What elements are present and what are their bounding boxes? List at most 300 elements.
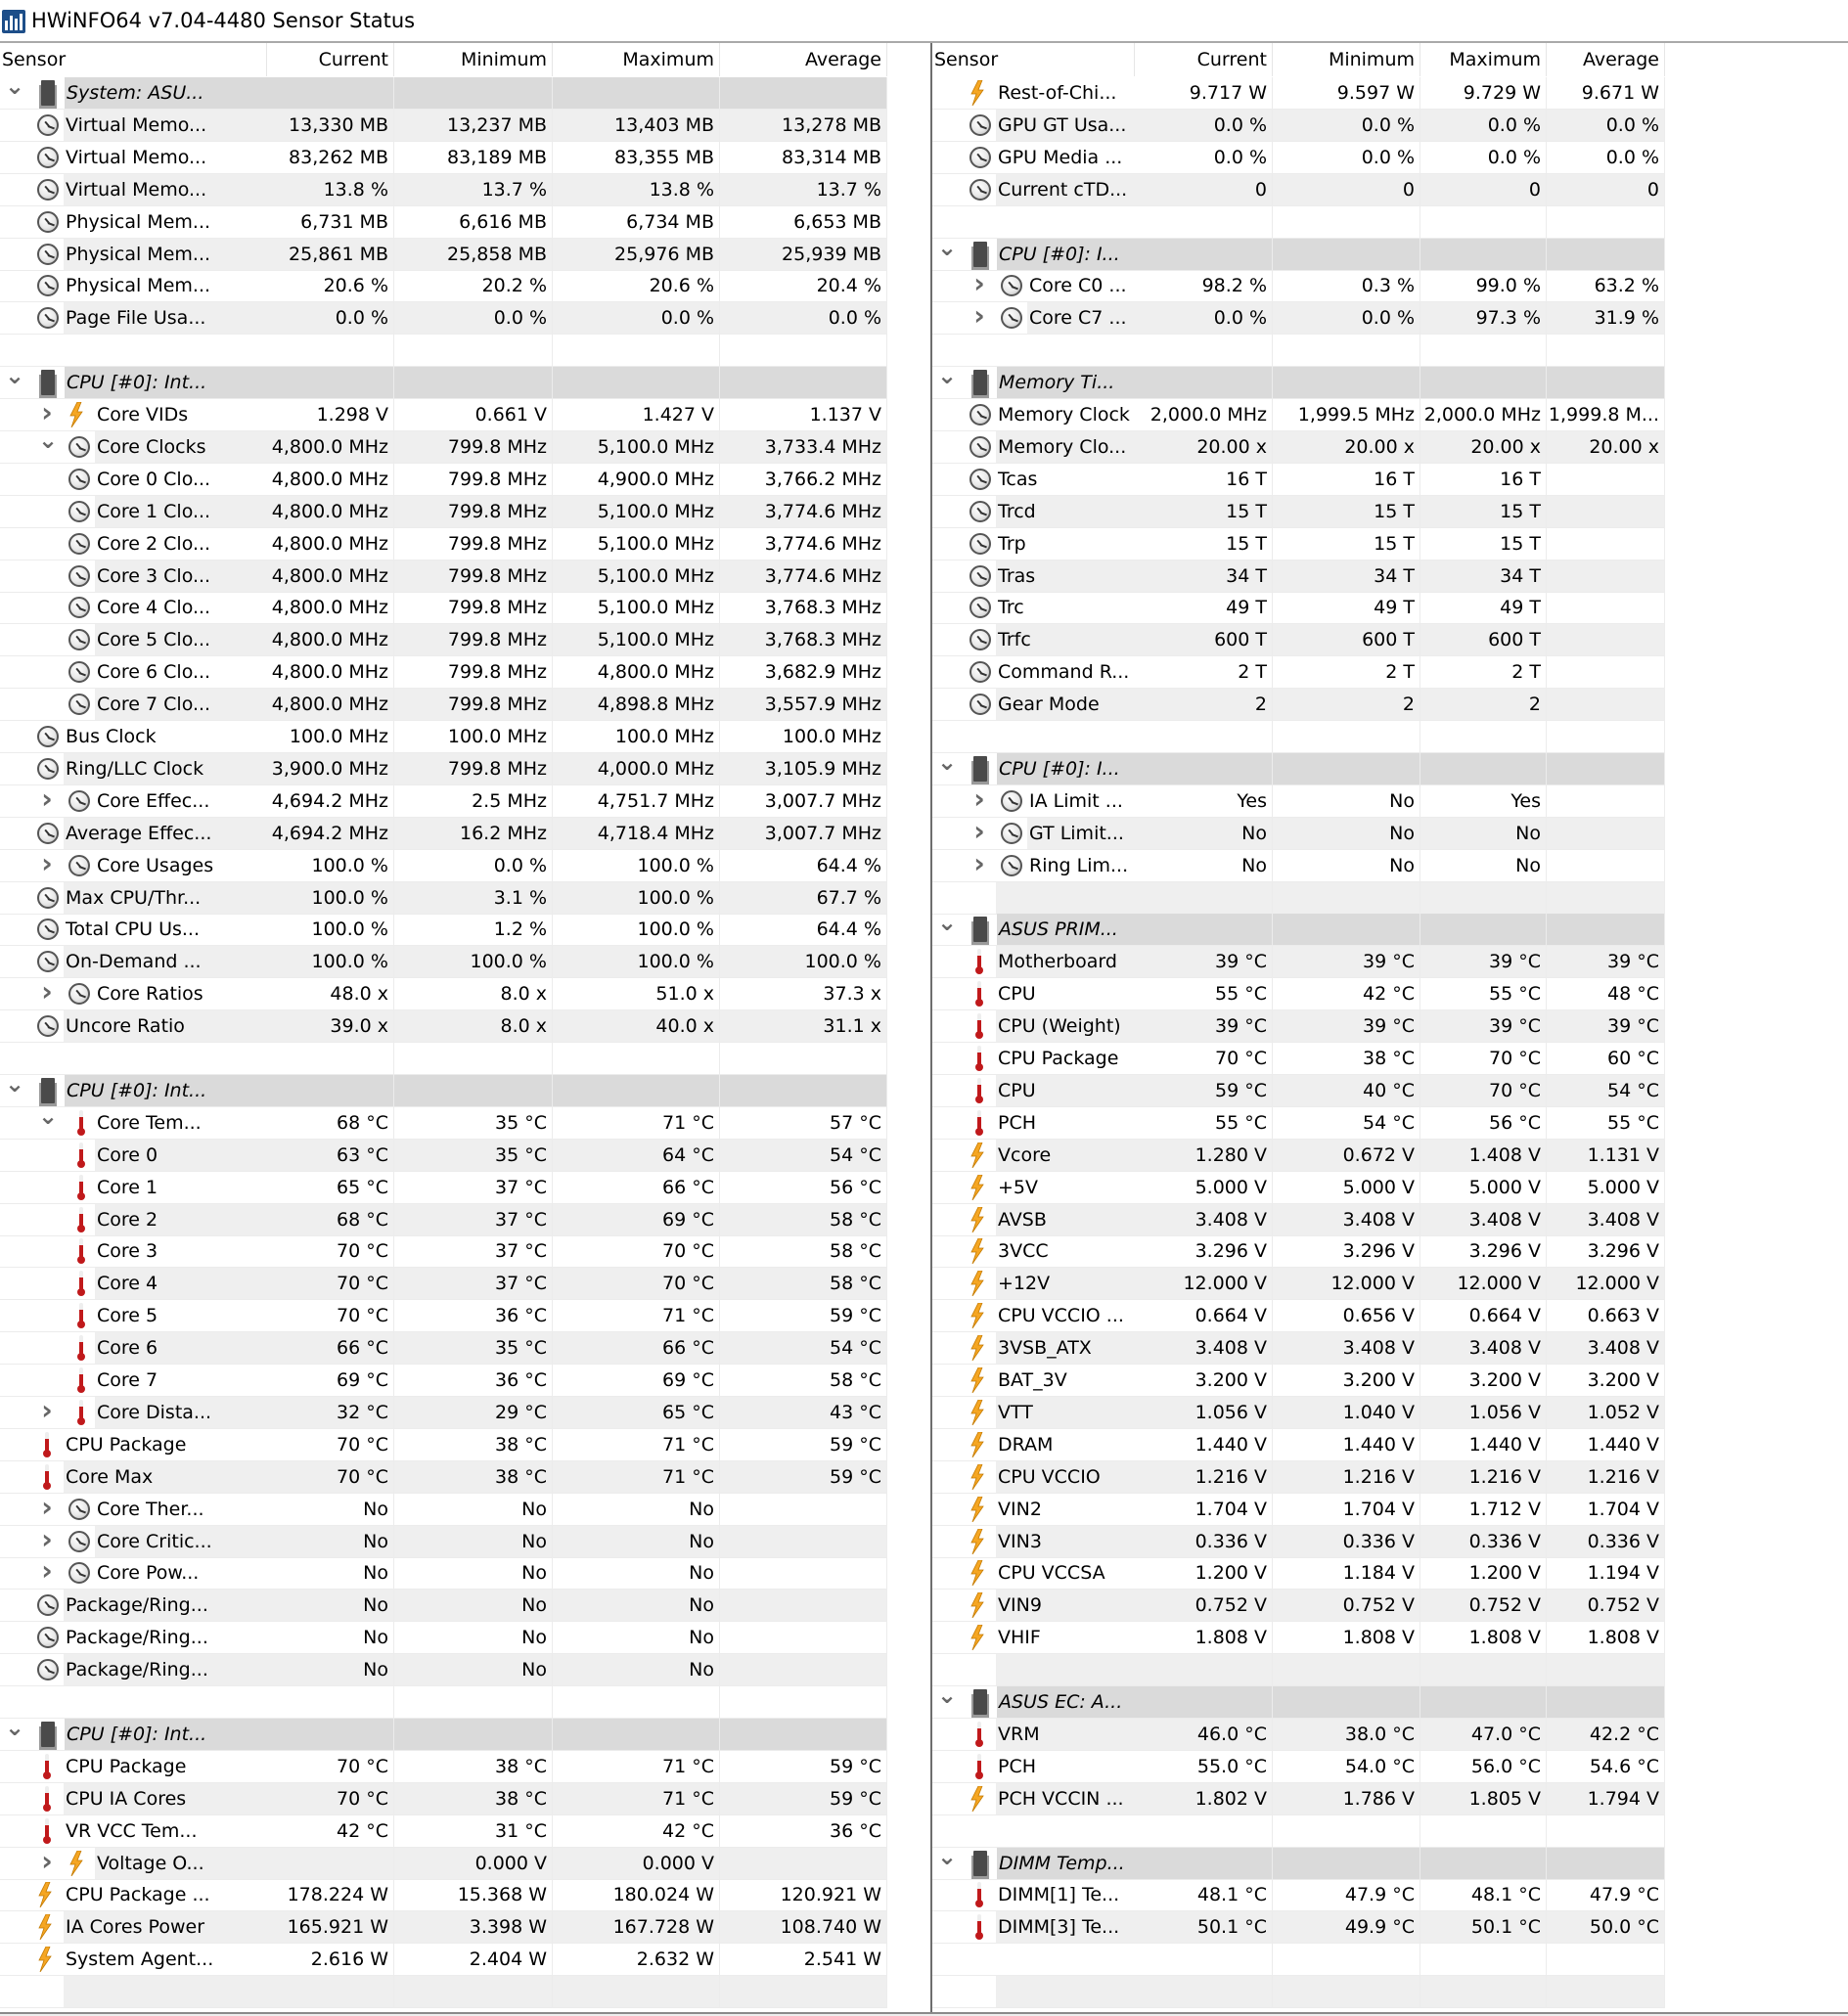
chevron-down-icon[interactable]: ⌄: [5, 1713, 25, 1741]
column-header-maximum[interactable]: Maximum: [553, 43, 720, 76]
chevron-right-icon[interactable]: ›: [973, 299, 985, 333]
sensor-label: Core Dista...: [97, 1401, 212, 1423]
value-maximum: 12.000 V: [1420, 1268, 1547, 1299]
sensor-label: Core 2: [97, 1208, 158, 1231]
sensor-row[interactable]: [932, 1300, 1665, 1332]
column-header-minimum[interactable]: Minimum: [394, 43, 553, 76]
value-minimum: 1.216 V: [1273, 1461, 1420, 1493]
value-maximum: 2 T: [1420, 656, 1547, 688]
value-maximum: 25,976 MB: [553, 239, 720, 270]
value-maximum: 100.0 %: [553, 946, 720, 977]
sensor-row[interactable]: [0, 496, 887, 528]
bolt-icon: [969, 1367, 985, 1393]
clock-icon: [1001, 855, 1022, 876]
sensor-row[interactable]: [0, 753, 887, 785]
sensor-label: Core 5: [97, 1305, 158, 1327]
value-maximum: 0: [1420, 174, 1547, 205]
chevron-right-icon[interactable]: ›: [973, 267, 985, 300]
value-average: [1547, 528, 1665, 560]
sensor-row[interactable]: [932, 1557, 1665, 1590]
sensor-row[interactable]: [932, 1783, 1665, 1815]
sensor-row[interactable]: [932, 1751, 1665, 1783]
sensor-row[interactable]: [932, 1172, 1665, 1204]
sensor-row[interactable]: [932, 978, 1665, 1010]
empty-cell: [1547, 239, 1665, 270]
empty-cell: [1273, 1976, 1420, 2007]
value-current: No: [267, 1590, 394, 1621]
sensor-row[interactable]: [932, 431, 1665, 464]
value-average: 58 °C: [720, 1365, 887, 1396]
sensor-row[interactable]: [0, 1844, 887, 1880]
column-header-average[interactable]: Average: [1547, 43, 1665, 76]
value-average: 12.000 V: [1547, 1268, 1665, 1299]
sensor-label: VRM: [998, 1723, 1040, 1745]
sensor-row[interactable]: [0, 1879, 887, 1911]
sensor-row[interactable]: [0, 206, 887, 239]
bolt-icon: [969, 1625, 985, 1650]
sensor-label: Tras: [998, 564, 1036, 587]
sensor-group-row[interactable]: [0, 1069, 887, 1107]
sensor-row[interactable]: [0, 1622, 887, 1654]
value-maximum: 69 °C: [553, 1204, 720, 1235]
value-minimum: 0.000 V: [394, 1848, 553, 1879]
sensor-row[interactable]: [0, 818, 887, 850]
sensor-row[interactable]: [0, 782, 887, 818]
column-header-sensor[interactable]: Sensor: [0, 43, 267, 76]
sensor-row[interactable]: [0, 1522, 887, 1558]
value-minimum: 0.3 %: [1273, 270, 1420, 301]
clock-icon: [68, 661, 90, 683]
sensor-row[interactable]: [932, 689, 1665, 721]
sensor-row[interactable]: [932, 496, 1665, 528]
value-minimum: 37 °C: [394, 1235, 553, 1267]
sensor-label: On-Demand ...: [66, 951, 202, 973]
sensor-label: Core VIDs: [97, 404, 189, 426]
value-current: 68 °C: [267, 1107, 394, 1139]
value-current: 178.224 W: [267, 1879, 394, 1910]
sensor-row[interactable]: [0, 1911, 887, 1944]
value-minimum: No: [1273, 785, 1420, 817]
value-maximum: 39 °C: [1420, 946, 1547, 977]
sensor-row[interactable]: [0, 142, 887, 174]
sensor-label: Package/Ring...: [66, 1659, 208, 1681]
sensor-group-row[interactable]: [932, 1842, 1665, 1880]
value-maximum: 70 °C: [553, 1235, 720, 1267]
sensor-row[interactable]: [0, 1783, 887, 1815]
sensor-group-row[interactable]: [0, 1713, 887, 1751]
value-current: 4,694.2 MHz: [267, 818, 394, 849]
sensor-row[interactable]: [0, 174, 887, 206]
sensor-group-row[interactable]: [932, 362, 1665, 399]
sensor-row[interactable]: [932, 1010, 1665, 1043]
value-average: 100.0 MHz: [720, 721, 887, 752]
thermometer-icon: [77, 1367, 85, 1391]
value-average: 31.9 %: [1547, 302, 1665, 334]
sensor-row[interactable]: [0, 239, 887, 271]
empty-cell: [1273, 721, 1420, 752]
chevron-right-icon[interactable]: ›: [41, 782, 53, 815]
bolt-icon: [969, 1497, 985, 1522]
value-current: 0.336 V: [1135, 1526, 1273, 1557]
sensor-row[interactable]: [932, 174, 1665, 206]
value-minimum: 38.0 °C: [1273, 1719, 1420, 1750]
value-minimum: 3.408 V: [1273, 1204, 1420, 1235]
sensor-row[interactable]: [932, 1268, 1665, 1300]
value-current: 70 °C: [267, 1300, 394, 1331]
sensor-label: DIMM[1] Te...: [998, 1884, 1120, 1906]
value-average: 9.671 W: [1547, 77, 1665, 109]
column-header-sensor[interactable]: Sensor: [932, 43, 1135, 76]
value-maximum: 48.1 °C: [1420, 1879, 1547, 1910]
value-average: 3,007.7 MHz: [720, 818, 887, 849]
value-minimum: 100.0 MHz: [394, 721, 553, 752]
sensor-row[interactable]: [932, 1461, 1665, 1494]
value-average: 3.296 V: [1547, 1235, 1665, 1267]
value-current: 70 °C: [267, 1461, 394, 1493]
sensor-row[interactable]: [932, 299, 1665, 335]
value-minimum: 39 °C: [1273, 946, 1420, 977]
value-maximum: 5,100.0 MHz: [553, 592, 720, 623]
value-average: [1547, 785, 1665, 817]
value-average: [720, 1557, 887, 1589]
chevron-right-icon[interactable]: ›: [41, 396, 53, 428]
sensor-row[interactable]: [0, 464, 887, 496]
value-minimum: 1.2 %: [394, 914, 553, 945]
sensor-row[interactable]: [0, 946, 887, 978]
sensor-panel-right[interactable]: [932, 43, 1848, 2012]
sensor-row[interactable]: [932, 560, 1665, 593]
sensor-row[interactable]: [0, 528, 887, 560]
sensor-row[interactable]: [0, 1332, 887, 1365]
sensor-group-row[interactable]: [932, 233, 1665, 271]
sensor-row[interactable]: [932, 1719, 1665, 1751]
sensor-row[interactable]: [932, 110, 1665, 142]
chevron-right-icon[interactable]: ›: [973, 846, 985, 879]
sensor-row[interactable]: [0, 1101, 887, 1140]
chevron-down-icon[interactable]: ⌄: [937, 1681, 958, 1709]
value-current: 0: [1135, 174, 1273, 205]
value-current: 70 °C: [267, 1429, 394, 1460]
chevron-right-icon[interactable]: ›: [973, 814, 985, 847]
chevron-down-icon[interactable]: ⌄: [38, 426, 59, 454]
sensor-row[interactable]: [0, 1944, 887, 1976]
sensor-row[interactable]: [932, 1526, 1665, 1558]
chevron-right-icon[interactable]: ›: [41, 1554, 53, 1588]
empty-cell: [1135, 1848, 1273, 1879]
value-current: 98.2 %: [1135, 270, 1273, 301]
sensor-row[interactable]: [932, 1429, 1665, 1461]
sensor-row[interactable]: [0, 270, 887, 302]
value-current: 32 °C: [267, 1397, 394, 1428]
value-maximum: 51.0 x: [553, 978, 720, 1009]
clock-icon: [68, 790, 90, 812]
sensor-row[interactable]: [932, 1365, 1665, 1397]
value-minimum: No: [394, 1590, 553, 1621]
value-minimum: 799.8 MHz: [394, 528, 553, 560]
empty-cell: [720, 1043, 887, 1074]
sensor-row[interactable]: [932, 1204, 1665, 1236]
chevron-down-icon[interactable]: ⌄: [937, 233, 958, 261]
value-maximum: 71 °C: [553, 1300, 720, 1331]
chevron-right-icon[interactable]: ›: [41, 846, 53, 879]
sensor-row[interactable]: [0, 1010, 887, 1043]
sensor-group-row[interactable]: [0, 72, 887, 110]
value-minimum: 15.368 W: [394, 1879, 553, 1910]
chevron-down-icon[interactable]: ⌄: [937, 909, 958, 937]
sensor-row[interactable]: [0, 914, 887, 946]
sensor-label: VR VCC Tem...: [66, 1819, 198, 1842]
sensor-group-row[interactable]: [932, 909, 1665, 946]
sensor-row[interactable]: [932, 592, 1665, 624]
sensor-row[interactable]: [932, 846, 1665, 882]
sensor-row[interactable]: [932, 528, 1665, 560]
value-maximum: 70 °C: [553, 1268, 720, 1299]
sensor-label: PCH VCCIN ...: [998, 1787, 1124, 1810]
empty-cell: [720, 1686, 887, 1718]
value-minimum: 35 °C: [394, 1107, 553, 1139]
empty-cell: [1135, 753, 1273, 784]
sensor-row[interactable]: [932, 267, 1665, 302]
thermometer-icon: [77, 1207, 85, 1231]
empty-cell: [1273, 1848, 1420, 1879]
value-average: 3,774.6 MHz: [720, 528, 887, 560]
sensor-row[interactable]: [932, 1397, 1665, 1429]
sensor-label: VIN3: [998, 1530, 1042, 1552]
sensor-row[interactable]: [932, 1590, 1665, 1622]
sensor-row[interactable]: [932, 1140, 1665, 1172]
chevron-right-icon[interactable]: ›: [973, 782, 985, 815]
sensor-row[interactable]: [0, 1751, 887, 1783]
empty-cell: [1135, 721, 1273, 752]
sensor-row[interactable]: [0, 689, 887, 721]
chevron-down-icon[interactable]: ⌄: [937, 1842, 958, 1870]
value-minimum: 0: [1273, 174, 1420, 205]
value-average: [1547, 560, 1665, 592]
sensor-label: Core 2 Clo...: [97, 532, 211, 555]
sensor-label: VTT: [998, 1401, 1033, 1423]
sensor-row[interactable]: [0, 1300, 887, 1332]
value-average: 0.336 V: [1547, 1526, 1665, 1557]
sensor-row[interactable]: [932, 399, 1665, 431]
empty-cell: [1135, 882, 1273, 914]
sensor-label: Core 1 Clo...: [97, 500, 211, 522]
value-current: 39 °C: [1135, 946, 1273, 977]
sensor-row[interactable]: [0, 1393, 887, 1429]
value-current: 0.0 %: [267, 302, 394, 334]
clock-icon: [969, 629, 991, 650]
clock-icon: [68, 1562, 90, 1584]
value-current: 15 T: [1135, 528, 1273, 560]
sensor-label: DIMM[3] Te...: [998, 1916, 1120, 1939]
value-current: 68 °C: [267, 1204, 394, 1235]
value-average: 59 °C: [720, 1429, 887, 1460]
value-minimum: 3.1 %: [394, 882, 553, 914]
value-minimum: 0.336 V: [1273, 1526, 1420, 1557]
value-current: 13.8 %: [267, 174, 394, 205]
sensor-row[interactable]: [932, 77, 1665, 110]
sensor-row[interactable]: [932, 1075, 1665, 1107]
value-minimum: 799.8 MHz: [394, 689, 553, 720]
sensor-group-row[interactable]: [932, 747, 1665, 785]
value-average: 54.6 °C: [1547, 1751, 1665, 1782]
sensor-group-row[interactable]: [0, 362, 887, 399]
chevron-right-icon[interactable]: ›: [41, 975, 53, 1008]
sensor-row[interactable]: [932, 946, 1665, 978]
sensor-row[interactable]: [0, 1204, 887, 1236]
sensor-row[interactable]: [932, 1879, 1665, 1911]
column-header-current[interactable]: Current: [267, 43, 394, 76]
value-maximum: 167.728 W: [553, 1911, 720, 1943]
chevron-right-icon[interactable]: ›: [41, 1490, 53, 1523]
chevron-right-icon[interactable]: ›: [41, 1844, 53, 1877]
sensor-row[interactable]: [0, 426, 887, 464]
empty-cell: [1135, 335, 1273, 366]
value-current: 63 °C: [267, 1140, 394, 1171]
column-header-minimum[interactable]: Minimum: [1273, 43, 1420, 76]
sensor-row[interactable]: [0, 1429, 887, 1461]
value-minimum: No: [394, 1526, 553, 1557]
value-average: 3,766.2 MHz: [720, 464, 887, 495]
value-maximum: 66 °C: [553, 1172, 720, 1203]
sensor-row[interactable]: [0, 846, 887, 882]
chip-icon: [973, 370, 987, 395]
clock-icon: [37, 1659, 59, 1680]
column-header-maximum[interactable]: Maximum: [1420, 43, 1547, 76]
empty-cell: [553, 367, 720, 398]
sensor-row[interactable]: [0, 1140, 887, 1172]
empty-cell: [1547, 753, 1665, 784]
sensor-row[interactable]: [932, 814, 1665, 850]
sensor-row[interactable]: [0, 1268, 887, 1300]
value-current: 4,694.2 MHz: [267, 785, 394, 817]
sensor-row[interactable]: [0, 1590, 887, 1622]
sensor-label: Core 6: [97, 1337, 158, 1360]
thermometer-icon: [975, 1110, 983, 1134]
empty-cell: [720, 335, 887, 366]
sensor-label: GPU Media ...: [998, 146, 1123, 168]
value-minimum: 799.8 MHz: [394, 496, 553, 527]
sensor-row[interactable]: [932, 1332, 1665, 1365]
sensor-label: GT Limit...: [1029, 822, 1124, 844]
group-label: ASUS EC: A...: [999, 1691, 1123, 1713]
bolt-icon: [969, 1529, 985, 1554]
sensor-row[interactable]: [932, 782, 1665, 818]
sensor-row[interactable]: [932, 1911, 1665, 1944]
thermometer-icon: [77, 1271, 85, 1294]
column-header-current[interactable]: Current: [1135, 43, 1273, 76]
empty-cell: [1135, 1944, 1273, 1975]
chevron-right-icon[interactable]: ›: [41, 1393, 53, 1426]
value-maximum: 56 °C: [1420, 1107, 1547, 1139]
value-average: 31.1 x: [720, 1010, 887, 1042]
value-minimum: 0.752 V: [1273, 1590, 1420, 1621]
value-minimum: 0.0 %: [1273, 110, 1420, 141]
value-average: [720, 1848, 887, 1879]
sensor-row[interactable]: [932, 656, 1665, 689]
sensor-row[interactable]: [932, 1043, 1665, 1075]
empty-cell: [1420, 1976, 1547, 2007]
sensor-label: AVSB: [998, 1208, 1047, 1231]
value-minimum: 5.000 V: [1273, 1172, 1420, 1203]
sensor-row[interactable]: [0, 1490, 887, 1526]
sensor-row[interactable]: [0, 624, 887, 656]
sensor-row[interactable]: [932, 1235, 1665, 1268]
sensor-row[interactable]: [932, 142, 1665, 174]
value-current: 3.408 V: [1135, 1332, 1273, 1364]
value-average: 1.794 V: [1547, 1783, 1665, 1814]
value-current: 55.0 °C: [1135, 1751, 1273, 1782]
value-average: 54 °C: [720, 1140, 887, 1171]
sensor-label: Command R...: [998, 661, 1130, 684]
column-header-average[interactable]: Average: [720, 43, 887, 76]
value-maximum: 4,751.7 MHz: [553, 785, 720, 817]
sensor-row[interactable]: [0, 396, 887, 431]
sensor-row[interactable]: [0, 1554, 887, 1590]
value-average: 39 °C: [1547, 1010, 1665, 1042]
value-maximum: 600 T: [1420, 624, 1547, 655]
sensor-label: 3VSB_ATX: [998, 1337, 1092, 1360]
sensor-row[interactable]: [0, 721, 887, 753]
chevron-right-icon[interactable]: ›: [41, 1522, 53, 1555]
sensor-row[interactable]: [932, 1494, 1665, 1526]
sensor-row[interactable]: [932, 1107, 1665, 1140]
chevron-down-icon[interactable]: ⌄: [937, 362, 958, 390]
value-average: 56 °C: [720, 1172, 887, 1203]
value-current: 9.717 W: [1135, 77, 1273, 109]
sensor-row[interactable]: [932, 1622, 1665, 1654]
empty-cell: [267, 1976, 394, 2007]
sensor-row[interactable]: [0, 1172, 887, 1204]
sensor-row[interactable]: [0, 592, 887, 624]
sensor-label: GPU GT Usa...: [998, 113, 1127, 136]
sensor-row[interactable]: [0, 1461, 887, 1494]
clock-icon: [68, 533, 90, 555]
value-minimum: 42 °C: [1273, 978, 1420, 1009]
sensor-row[interactable]: [0, 1365, 887, 1397]
sensor-row[interactable]: [0, 1654, 887, 1686]
value-current: 1.440 V: [1135, 1429, 1273, 1460]
chevron-down-icon[interactable]: ⌄: [937, 747, 958, 776]
chevron-down-icon[interactable]: ⌄: [5, 362, 25, 390]
thermometer-icon: [77, 1142, 85, 1166]
sensor-row[interactable]: [932, 464, 1665, 496]
value-average: 58 °C: [720, 1235, 887, 1267]
sensor-panel-left[interactable]: [0, 43, 930, 2012]
value-average: 54 °C: [1547, 1075, 1665, 1106]
sensor-row[interactable]: [0, 1235, 887, 1268]
sensor-row[interactable]: [0, 975, 887, 1010]
value-minimum: 38 °C: [394, 1751, 553, 1782]
spacer-row: [0, 1686, 887, 1719]
value-minimum: 83,189 MB: [394, 142, 553, 173]
sensor-label: CPU: [998, 983, 1036, 1006]
value-current: 4,800.0 MHz: [267, 689, 394, 720]
sensor-group-row[interactable]: [932, 1681, 1665, 1719]
sensor-row[interactable]: [0, 882, 887, 915]
sensor-row[interactable]: [0, 110, 887, 142]
value-average: 3,774.6 MHz: [720, 560, 887, 592]
chevron-down-icon[interactable]: ⌄: [38, 1101, 59, 1130]
sensor-row[interactable]: [0, 302, 887, 335]
chevron-down-icon[interactable]: ⌄: [5, 1069, 25, 1098]
chevron-down-icon[interactable]: ⌄: [5, 72, 25, 100]
sensor-row[interactable]: [932, 624, 1665, 656]
sensor-row[interactable]: [0, 656, 887, 689]
sensor-row[interactable]: [0, 560, 887, 593]
value-average: 48 °C: [1547, 978, 1665, 1009]
value-minimum: 16.2 MHz: [394, 818, 553, 849]
sensor-row[interactable]: [0, 1815, 887, 1848]
